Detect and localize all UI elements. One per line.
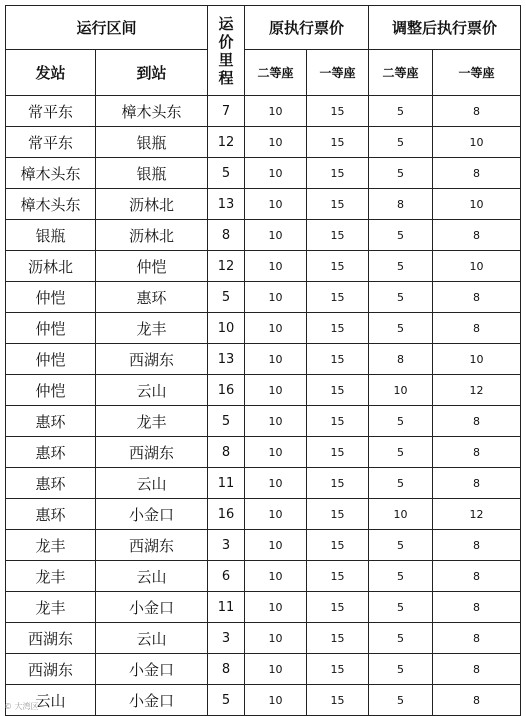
adjusted-second-class-fare: 5 — [369, 406, 433, 437]
fare-table — [5, 5, 521, 716]
to-station-cell: 龙丰 — [96, 313, 208, 344]
original-second-class-fare: 10 — [245, 623, 307, 654]
original-first-class-header: 一等座 — [307, 50, 369, 96]
to-station-cell: 西湖东 — [96, 344, 208, 375]
mileage-cell: 8 — [208, 437, 245, 468]
mileage-cell: 8 — [208, 654, 245, 685]
mileage-cell: 10 — [208, 313, 245, 344]
original-first-class-fare: 15 — [307, 685, 369, 716]
original-second-class-fare: 10 — [245, 96, 307, 127]
from-station-cell: 常平东 — [6, 127, 96, 158]
mileage-cell: 16 — [208, 499, 245, 530]
original-first-class-fare: 15 — [307, 375, 369, 406]
original-second-class-fare: 10 — [245, 251, 307, 282]
adjusted-second-class-fare: 5 — [369, 158, 433, 189]
adjusted-first-class-fare: 12 — [433, 499, 521, 530]
to-station-cell: 云山 — [96, 623, 208, 654]
adjusted-first-class-fare: 8 — [433, 313, 521, 344]
original-first-class-fare: 15 — [307, 344, 369, 375]
original-first-class-fare: 15 — [307, 96, 369, 127]
adjusted-first-class-fare: 8 — [433, 530, 521, 561]
to-station-cell: 西湖东 — [96, 437, 208, 468]
adjusted-second-class-fare: 8 — [369, 189, 433, 220]
table-row — [6, 685, 521, 716]
adjusted-first-class-fare: 10 — [433, 189, 521, 220]
mileage-cell: 7 — [208, 96, 245, 127]
original-first-class-fare: 15 — [307, 282, 369, 313]
mileage-cell: 11 — [208, 592, 245, 623]
adjusted-second-class-fare: 10 — [369, 375, 433, 406]
table-row — [6, 96, 521, 127]
table-row — [6, 654, 521, 685]
mileage-cell: 12 — [208, 127, 245, 158]
adjusted-first-class-fare: 8 — [433, 685, 521, 716]
original-first-class-fare: 15 — [307, 251, 369, 282]
from-station-cell: 仲恺 — [6, 375, 96, 406]
mileage-cell: 5 — [208, 406, 245, 437]
original-second-class-header: 二等座 — [245, 50, 307, 96]
mileage-header-char: 里 — [218, 50, 234, 69]
to-station-cell: 惠环 — [96, 282, 208, 313]
adjusted-second-class-fare: 5 — [369, 96, 433, 127]
mileage-cell: 11 — [208, 468, 245, 499]
to-station-cell: 沥林北 — [96, 220, 208, 251]
mileage-cell: 3 — [208, 623, 245, 654]
to-station-cell: 小金口 — [96, 685, 208, 716]
to-station-cell: 云山 — [96, 561, 208, 592]
original-first-class-fare: 15 — [307, 499, 369, 530]
from-station-cell: 惠环 — [6, 406, 96, 437]
adjusted-fare-header: 调整后执行票价 — [369, 6, 521, 50]
original-second-class-fare: 10 — [245, 592, 307, 623]
table-row — [6, 313, 521, 344]
to-station-cell: 银瓶 — [96, 127, 208, 158]
mileage-cell: 3 — [208, 530, 245, 561]
to-station-cell: 沥林北 — [96, 189, 208, 220]
original-first-class-fare: 15 — [307, 654, 369, 685]
table-row — [6, 437, 521, 468]
from-station-cell: 西湖东 — [6, 654, 96, 685]
adjusted-first-class-fare: 8 — [433, 158, 521, 189]
to-station-cell: 银瓶 — [96, 158, 208, 189]
table-row — [6, 189, 521, 220]
adjusted-first-class-fare: 10 — [433, 344, 521, 375]
to-station-cell: 樟木头东 — [96, 96, 208, 127]
original-first-class-fare: 15 — [307, 158, 369, 189]
adjusted-first-class-fare: 8 — [433, 437, 521, 468]
from-station-cell: 西湖东 — [6, 623, 96, 654]
from-station-cell: 仲恺 — [6, 313, 96, 344]
mileage-cell: 12 — [208, 251, 245, 282]
adjusted-first-class-fare: 10 — [433, 127, 521, 158]
from-station-cell: 惠环 — [6, 437, 96, 468]
original-second-class-fare: 10 — [245, 220, 307, 251]
from-station-cell: 樟木头东 — [6, 158, 96, 189]
table-row — [6, 406, 521, 437]
original-first-class-fare: 15 — [307, 406, 369, 437]
mileage-header-char: 程 — [218, 68, 234, 87]
original-first-class-fare: 15 — [307, 623, 369, 654]
from-station-cell: 常平东 — [6, 96, 96, 127]
adjusted-first-class-fare: 8 — [433, 220, 521, 251]
original-second-class-fare: 10 — [245, 127, 307, 158]
to-station-header: 到站 — [96, 50, 208, 96]
original-first-class-fare: 15 — [307, 561, 369, 592]
original-second-class-fare: 10 — [245, 468, 307, 499]
adjusted-second-class-fare: 5 — [369, 530, 433, 561]
adjusted-first-class-fare: 8 — [433, 592, 521, 623]
mileage-cell: 5 — [208, 158, 245, 189]
to-station-cell: 小金口 — [96, 592, 208, 623]
table-row — [6, 220, 521, 251]
adjusted-second-class-fare: 10 — [369, 499, 433, 530]
to-station-cell: 小金口 — [96, 499, 208, 530]
adjusted-first-class-fare: 8 — [433, 406, 521, 437]
table-row — [6, 375, 521, 406]
from-station-cell: 惠环 — [6, 499, 96, 530]
from-station-cell: 惠环 — [6, 468, 96, 499]
table-row — [6, 499, 521, 530]
original-fare-header: 原执行票价 — [245, 6, 369, 50]
to-station-cell: 西湖东 — [96, 530, 208, 561]
adjusted-second-class-fare: 5 — [369, 654, 433, 685]
table-row — [6, 468, 521, 499]
original-second-class-fare: 10 — [245, 499, 307, 530]
from-station-header: 发站 — [6, 50, 96, 96]
original-second-class-fare: 10 — [245, 406, 307, 437]
table-row — [6, 344, 521, 375]
table-row — [6, 158, 521, 189]
table-row — [6, 127, 521, 158]
original-second-class-fare: 10 — [245, 158, 307, 189]
adjusted-second-class-fare: 5 — [369, 437, 433, 468]
from-station-cell: 龙丰 — [6, 530, 96, 561]
to-station-cell: 仲恺 — [96, 251, 208, 282]
mileage-cell: 5 — [208, 282, 245, 313]
original-second-class-fare: 10 — [245, 654, 307, 685]
adjusted-first-class-fare: 8 — [433, 623, 521, 654]
adjusted-second-class-fare: 5 — [369, 127, 433, 158]
mileage-header-char: 价 — [218, 32, 234, 51]
mileage-cell: 16 — [208, 375, 245, 406]
original-second-class-fare: 10 — [245, 685, 307, 716]
adjusted-first-class-fare: 8 — [433, 468, 521, 499]
original-second-class-fare: 10 — [245, 313, 307, 344]
adjusted-second-class-fare: 5 — [369, 220, 433, 251]
adjusted-second-class-fare: 5 — [369, 685, 433, 716]
adjusted-first-class-fare: 8 — [433, 654, 521, 685]
original-first-class-fare: 15 — [307, 592, 369, 623]
mileage-header-char: 运 — [218, 14, 234, 33]
to-station-cell: 小金口 — [96, 654, 208, 685]
original-second-class-fare: 10 — [245, 189, 307, 220]
adjusted-first-class-fare: 8 — [433, 282, 521, 313]
adjusted-first-class-fare: 8 — [433, 96, 521, 127]
adjusted-first-class-fare: 8 — [433, 561, 521, 592]
to-station-cell: 云山 — [96, 468, 208, 499]
adjusted-second-class-fare: 5 — [369, 623, 433, 654]
section-header: 运行区间 — [6, 6, 208, 50]
table-row — [6, 282, 521, 313]
mileage-cell: 6 — [208, 561, 245, 592]
adjusted-second-class-fare: 5 — [369, 468, 433, 499]
watermark: © 大湾区 — [4, 702, 39, 711]
mileage-cell: 13 — [208, 344, 245, 375]
table-row — [6, 561, 521, 592]
to-station-cell: 云山 — [96, 375, 208, 406]
adjusted-second-class-fare: 5 — [369, 313, 433, 344]
header-row-columns — [6, 50, 521, 96]
original-first-class-fare: 15 — [307, 127, 369, 158]
original-second-class-fare: 10 — [245, 344, 307, 375]
adjusted-second-class-fare: 5 — [369, 592, 433, 623]
fare-rows — [6, 96, 521, 716]
table-row — [6, 592, 521, 623]
original-first-class-fare: 15 — [307, 189, 369, 220]
from-station-cell: 樟木头东 — [6, 189, 96, 220]
from-station-cell: 仲恺 — [6, 344, 96, 375]
original-second-class-fare: 10 — [245, 437, 307, 468]
to-station-cell: 龙丰 — [96, 406, 208, 437]
header-row-groups — [6, 6, 521, 50]
from-station-cell: 龙丰 — [6, 592, 96, 623]
from-station-cell: 银瓶 — [6, 220, 96, 251]
mileage-header — [208, 6, 245, 96]
table-row — [6, 251, 521, 282]
table-row — [6, 530, 521, 561]
original-second-class-fare: 10 — [245, 561, 307, 592]
from-station-cell: 龙丰 — [6, 561, 96, 592]
mileage-cell: 8 — [208, 220, 245, 251]
mileage-cell: 5 — [208, 685, 245, 716]
original-second-class-fare: 10 — [245, 375, 307, 406]
adjusted-first-class-fare: 10 — [433, 251, 521, 282]
original-first-class-fare: 15 — [307, 313, 369, 344]
original-first-class-fare: 15 — [307, 437, 369, 468]
original-first-class-fare: 15 — [307, 468, 369, 499]
from-station-cell: 云山 — [6, 685, 96, 716]
adjusted-second-class-header: 二等座 — [369, 50, 433, 96]
original-first-class-fare: 15 — [307, 220, 369, 251]
original-second-class-fare: 10 — [245, 282, 307, 313]
table-row — [6, 623, 521, 654]
from-station-cell: 沥林北 — [6, 251, 96, 282]
adjusted-first-class-header: 一等座 — [433, 50, 521, 96]
adjusted-second-class-fare: 5 — [369, 561, 433, 592]
adjusted-second-class-fare: 8 — [369, 344, 433, 375]
adjusted-second-class-fare: 5 — [369, 251, 433, 282]
from-station-cell: 仲恺 — [6, 282, 96, 313]
adjusted-second-class-fare: 5 — [369, 282, 433, 313]
original-second-class-fare: 10 — [245, 530, 307, 561]
adjusted-first-class-fare: 12 — [433, 375, 521, 406]
mileage-cell: 13 — [208, 189, 245, 220]
original-first-class-fare: 15 — [307, 530, 369, 561]
